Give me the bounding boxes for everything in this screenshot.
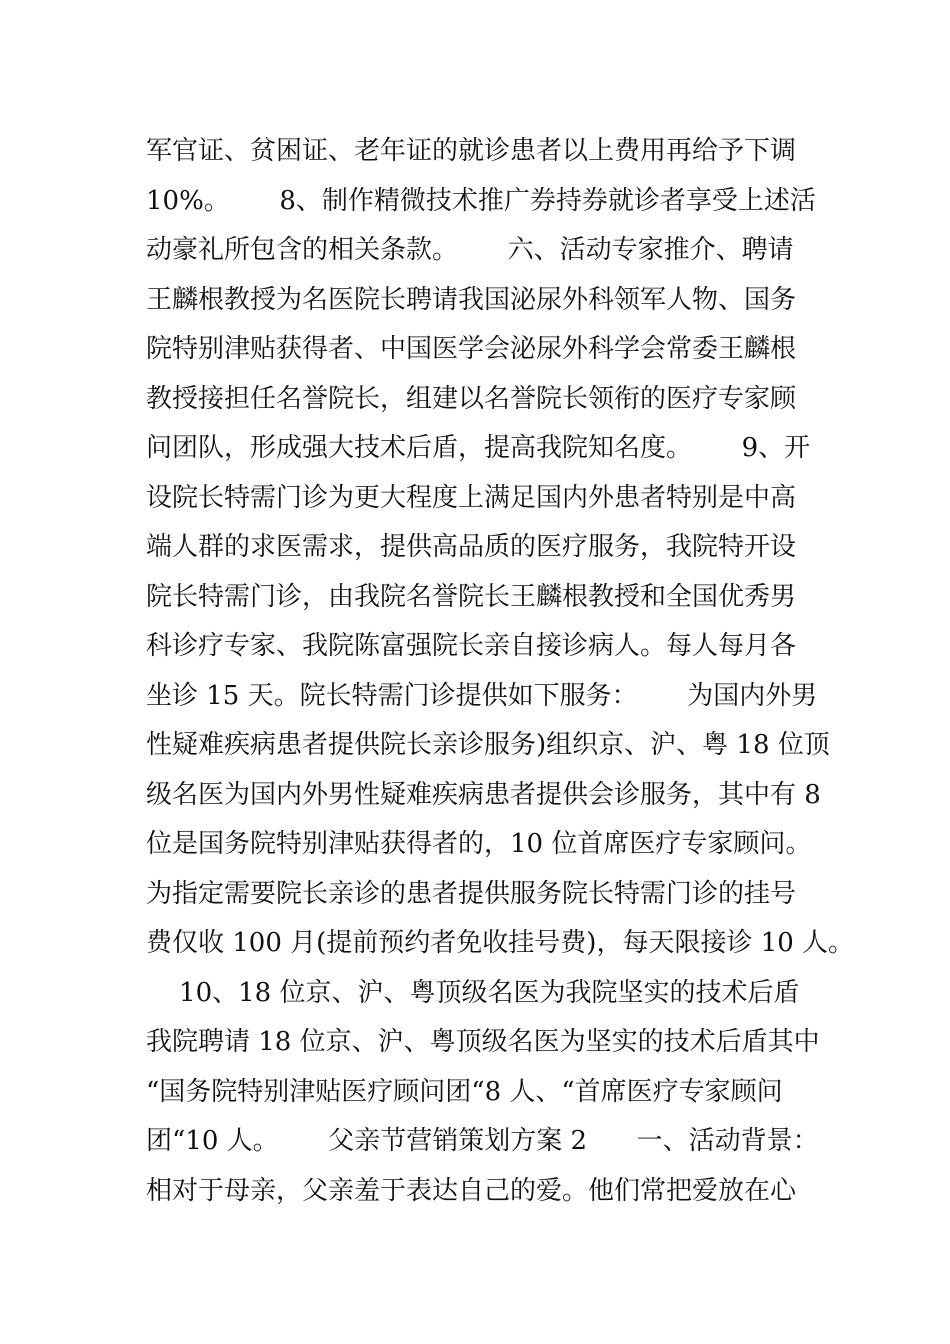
text-line-2: 10%。 8、制作精微技术推广券持券就诊者享受上述活 [146, 185, 816, 216]
body-text [146, 127, 855, 1216]
text-line-18: 10、18 位京、沪、粤顶级名医为我院坚实的技术后盾 [146, 977, 800, 1008]
text-line-21: 团“10 人。 父亲节营销策划方案 2 一、活动背景： [146, 1126, 819, 1156]
text-line-10: 院长特需门诊，由我院名誉院长王麟根教授和全国优秀男 [146, 581, 797, 612]
text-line-22: 相对于母亲，父亲羞于表达自己的爱。他们常把爱放在心 [146, 1175, 797, 1206]
text-line-13: 性疑难疾病患者提供院长亲诊服务)组织京、沪、粤 18 位顶 [146, 730, 830, 760]
text-line-15: 位是国务院特别津贴获得者的，10 位首席医疗专家顾问。 [146, 829, 812, 859]
text-line-16: 为指定需要院长亲诊的患者提供服务院长特需门诊的挂号 [146, 878, 797, 909]
text-line-20: “国务院特别津贴医疗顾问团“8 人、“首席医疗专家顾问 [146, 1076, 783, 1107]
text-line-14: 级名医为国内外男性疑难疾病患者提供会诊服务，其中有 8 [146, 779, 821, 810]
text-line-1: 军官证、贫困证、老年证的就诊患者以上费用再给予下调 [146, 136, 797, 166]
text-line-7: 问团队，形成强大技术后盾，提高我院知名度。 9、开 [146, 433, 811, 463]
text-line-6: 教授接担任名誉院长，组建以名誉院长领衔的医疗专家顾 [146, 383, 797, 414]
text-line-8: 设院长特需门诊为更大程度上满足国内外患者特别是中高 [146, 482, 797, 513]
text-line-19: 我院聘请 18 位京、沪、粤顶级名医为坚实的技术后盾其中 [146, 1027, 820, 1057]
text-line-17: 费仅收 100 月(提前预约者免收挂号费)，每天限接诊 10 人。 [146, 928, 855, 958]
text-line-4: 王麟根教授为名医院长聘请我国泌尿外科领军人物、国务 [146, 284, 797, 315]
text-line-11: 科诊疗专家、我院陈富强院长亲自接诊病人。每人每月各 [146, 631, 797, 661]
text-line-3: 动豪礼所包含的相关条款。 六、活动专家推介、聘请 [146, 235, 794, 265]
text-line-9: 端人群的求医需求，提供高品质的医疗服务，我院特开设 [146, 532, 797, 562]
text-line-5: 院特别津贴获得者、中国医学会泌尿外科学会常委王麟根 [146, 334, 797, 364]
text-line-12: 坐诊 15 天。院长特需门诊提供如下服务： 为国内外男 [146, 680, 818, 711]
